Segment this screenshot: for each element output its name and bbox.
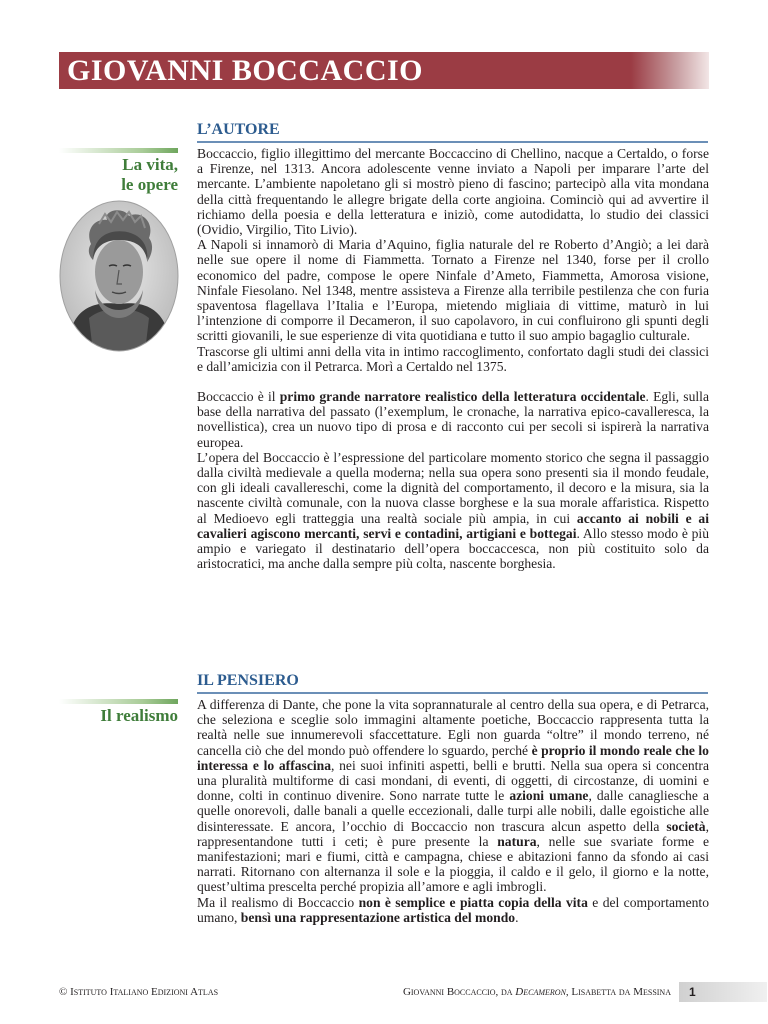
page-footer xyxy=(59,982,767,1002)
page-title: GIOVANNI BOCCACCIO xyxy=(67,54,423,87)
bold-run: non è semplice e piatta copia della vita xyxy=(358,894,588,910)
section-heading-pensiero: IL PENSIERO xyxy=(197,671,708,694)
bold-run: è proprio il mondo reale che lo interessa e lo affascina xyxy=(197,742,709,773)
autore-paragraph-2: A Napoli si innamorò di Maria d’Aquino, figlia naturale del re Roberto d’Angiò; a lei darà nelle sue opere il nome di Fiammetta. Tornato a Firenze nel 1340, forse per il crollo economico del padre, compose le opere Ninfale d’Ameto, Fiammetta, Amorosa visione, Ninfale Fiesolano. Nel 1348, mentre assisteva a Firenze alla terribile pestilenza che con furia spaventosa flagellava l’Italia e l’Europa, mietendo migliaia di vittime, maturò in lui l’intenzione di comporre il Decameron, il suo capolavoro, in cui confluirono gli spunti degli scritti giovanili, le sue esperienze di vita quotidiana e tutto il suo ampio bagaglio culturale. xyxy=(197,237,709,344)
text-run: , nei suoi infiniti aspetti, belli e brutti. Nella sua opera si concentra una pluralità multiforme di casi mondani, di eventi, di oggetti, di circostanze, di uomini e donne, colti in continuo divenire. Sono narrate tutte le xyxy=(197,757,709,804)
autore-body xyxy=(197,146,709,571)
bold-run: bensì una rappresentazione artistica del mondo xyxy=(240,909,516,925)
text-run: , rappresentandone tutti i ceti; è pure presente la xyxy=(197,818,709,849)
side-label-bar xyxy=(59,699,178,704)
citation-work: Decameron xyxy=(515,986,566,998)
text-run: Boccaccio è il xyxy=(197,389,280,405)
text-run: Ma il realismo di Boccaccio xyxy=(197,894,359,910)
side-label-line1: La vita, xyxy=(122,155,178,174)
title-banner xyxy=(59,52,709,89)
portrait-illustration xyxy=(59,200,179,352)
bold-run: azioni umane xyxy=(509,788,589,804)
pensiero-body xyxy=(197,697,709,925)
bold-run: primo grande narratore realistico della letteratura occidentale xyxy=(279,389,646,405)
text-run: . xyxy=(515,909,519,925)
citation-prefix: Giovanni Boccaccio, da xyxy=(402,986,516,998)
page-number-box xyxy=(679,982,767,1002)
text-run: , dalle canagliesche a quelle onorevoli, dalle banali a quelle eccezionali, dalle turpi alle nobili, dalle egoistiche alle disinteressate. E ancora, l’occhio di Boccaccio non trascura alcun aspetto della xyxy=(197,788,709,834)
citation-suffix: , Lisabetta da Messina xyxy=(565,986,671,998)
bold-run: accanto ai nobili e ai cavalieri agiscono mercanti, servi e contadini, artigiani e bottegai xyxy=(197,510,709,541)
text-run: . Allo stesso modo è più ampio e variegato il destinatario dell’opera boccaccesca, non più costituito solo da aristocratici, ma anche dalla sempre più colta, nascente borghesia. xyxy=(197,525,709,572)
text-run: A differenza di Dante, che pone la vita soprannaturale al centro della sua opera, e di Petrarca, che seleziona e sceglie solo immagini altamente poetiche, Boccaccio rappresenta tutta la realtà nelle sue innumerevoli sfaccettature. Egli non guarda “oltre” il mondo terreno, né cancella ciò che del mondo può offendere lo sguardo, perché xyxy=(197,697,709,758)
text-run: , nelle sue svariate forme e manifestazioni; mari e fiumi, città e campagna, chiese e abitazioni fanno da sfondo ai casi narrati. Ritornano con alternanza il sole e la pioggia, il caldo e il gelo, il giorno e la notte, quest’ultima prescelta perché propizia all’amore e agli imbrogli. xyxy=(197,833,709,895)
pensiero-paragraph-1 xyxy=(197,697,709,895)
section-heading-autore: L’AUTORE xyxy=(197,120,708,143)
side-label-line2: le opere xyxy=(121,175,178,194)
side-label-realismo: Il realismo xyxy=(100,706,178,725)
text-run: . Egli, sulla base della narrativa del passato (l’exemplum, le cronache, la narrativa epico-cavalleresca, la novellistica), crea un nuovo tipo di prosa e di racconto cui per secoli si ispirerà la narrativa europea. xyxy=(197,389,709,450)
source-citation xyxy=(403,982,671,1002)
text-run: L’opera del Boccaccio è l’espressione del particolare momento storico che segna il passaggio dalla civiltà medievale a quella moderna; nella sua opera sono presenti sia il mondo feudale, con gli ideali cavallereschi, come la dignità del comportamento, il decoro e la misura, sia la nascente civiltà comunale, con la nuova classe borghese e la sua morale affaristica. Rispetto al Medioevo egli tratteggia una realtà sociale più ampia, in cui xyxy=(197,449,709,526)
side-label-bar xyxy=(59,148,178,153)
autore-paragraph-4 xyxy=(197,389,709,450)
side-label-vita-opere xyxy=(59,155,178,195)
autore-paragraph-5 xyxy=(197,450,709,572)
pensiero-paragraph-2 xyxy=(197,895,709,925)
text-run: e del comportamento umano, xyxy=(197,894,709,925)
autore-paragraph-3: Trascorse gli ultimi anni della vita in intimo raccoglimento, confortato dagli studi dei classici e dall’amicizia con il Petrarca. Morì a Certaldo nel 1375. xyxy=(197,343,709,374)
bold-run: società xyxy=(666,818,706,834)
bold-run: natura xyxy=(497,833,537,849)
page-number: 1 xyxy=(689,985,696,999)
copyright-notice: © Istituto Italiano Edizioni Atlas xyxy=(59,986,219,998)
autore-paragraph-1: Boccaccio, figlio illegittimo del mercante Boccaccino di Chellino, nacque a Certaldo, o forse a Firenze, nel 1313. Ancora adolescente venne inviato a Napoli per imparare l’arte del mercante. L’ambiente napoletano gli si mostrò pieno di fascino; partecipò alla vita mondana della città frequentando le allegre brigate della corte angioina. Cominciò qui ad avvertire il richiamo della poesia e della letteratura e iniziò, come autodidatta, lo studio dei classici (Ovidio, Virgilio, Tito Livio). xyxy=(197,146,709,238)
